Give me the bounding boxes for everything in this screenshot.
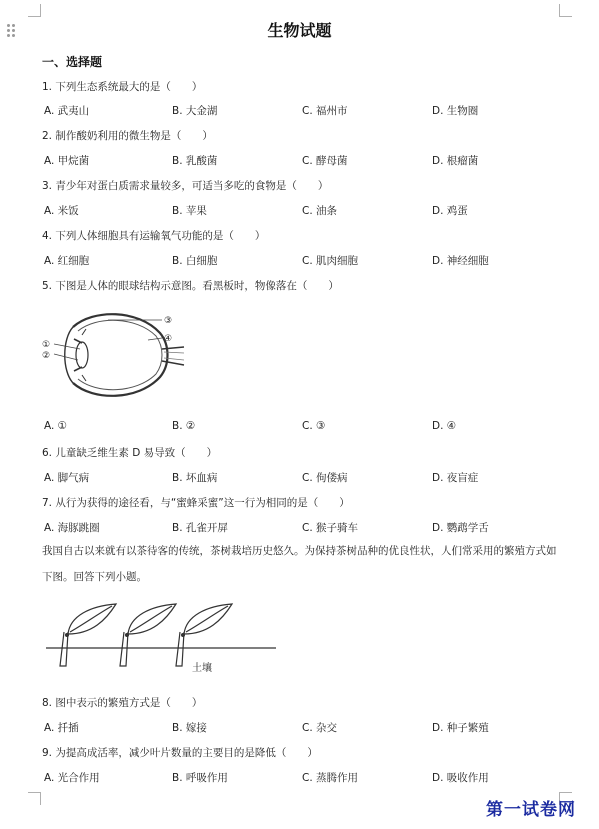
option-c: C. 肌肉细胞 [302, 255, 359, 267]
option-a: A. 武夷山 [44, 105, 90, 117]
site-watermark: 第一试卷网 [486, 800, 576, 820]
option-c: C. 油条 [302, 205, 338, 217]
option-c: C. 猴子骑车 [302, 522, 359, 534]
option-a: A. 甲烷菌 [44, 155, 90, 167]
option-c: C. 蒸腾作用 [302, 772, 359, 784]
option-b: B. 乳酸菌 [172, 155, 218, 167]
option-d: D. 生物圈 [432, 105, 479, 117]
eye-label-2: ② [42, 351, 51, 361]
option-b: B. 苹果 [172, 205, 207, 217]
question-stem: 2. 制作酸奶利用的微生物是（ ） [42, 130, 213, 142]
option-b: B. 孔雀开屏 [172, 522, 228, 534]
option-a: A. 红细胞 [44, 255, 90, 267]
reading-passage: 我国自古以来就有以茶待客的传统，茶树栽培历史悠久。为保持茶树品种的优良性状，人们常采用的繁殖方式如下图。回答下列小题。 [42, 545, 557, 583]
option-a: A. ① [44, 420, 68, 432]
question-stem: 9. 为提高成活率，减少叶片数量的主要目的是降低（ ） [42, 747, 318, 759]
option-d: D. ④ [432, 420, 457, 432]
option-b: B. 嫁接 [172, 722, 207, 734]
question-stem: 7. 从行为获得的途径看，与“蜜蜂采蜜”这一行为相同的是（ ） [42, 497, 350, 509]
option-d: D. 根瘤菌 [432, 155, 479, 167]
option-a: A. 米饭 [44, 205, 79, 217]
eye-structure-diagram [38, 305, 188, 405]
section-heading: 一、选择题 [42, 55, 103, 69]
option-a: A. 海豚跳圈 [44, 522, 100, 534]
question-stem: 4. 下列人体细胞具有运输氧气功能的是（ ） [42, 230, 266, 242]
option-c: C. 福州市 [302, 105, 348, 117]
page-corner-mark [28, 792, 41, 805]
question-stem: 1. 下列生态系统最大的是（ ） [42, 81, 203, 93]
option-c: C. ③ [302, 420, 326, 432]
option-a: A. 光合作用 [44, 772, 100, 784]
option-d: D. 鹦鹉学舌 [432, 522, 489, 534]
eye-label-1: ① [42, 340, 51, 350]
option-b: B. 坏血病 [172, 472, 218, 484]
page-corner-mark [28, 4, 41, 17]
page-title: 生物试题 [267, 21, 332, 40]
question-stem: 3. 青少年对蛋白质需求量较多，可适当多吃的食物是（ ） [42, 180, 329, 192]
option-a: A. 扦插 [44, 722, 79, 734]
question-stem: 6. 儿童缺乏维生素 D 易导致（ ） [42, 447, 218, 459]
option-b: B. 白细胞 [172, 255, 218, 267]
option-c: C. 杂交 [302, 722, 338, 734]
option-c: C. 酵母菌 [302, 155, 348, 167]
question-stem: 5. 下图是人体的眼球结构示意图。看黑板时，物像落在（ ） [42, 280, 339, 292]
option-d: D. 鸡蛋 [432, 205, 468, 217]
soil-label: 土壤 [192, 663, 212, 674]
cutting-propagation-diagram [40, 600, 280, 685]
eye-label-3: ③ [164, 316, 173, 326]
option-a: A. 脚气病 [44, 472, 90, 484]
option-b: B. 呼吸作用 [172, 772, 228, 784]
option-d: D. 种子繁殖 [432, 722, 489, 734]
option-c: C. 佝偻病 [302, 472, 348, 484]
page-corner-mark [559, 4, 572, 17]
option-b: B. 大金湖 [172, 105, 218, 117]
option-d: D. 夜盲症 [432, 472, 479, 484]
option-b: B. ② [172, 420, 196, 432]
eye-label-4: ④ [164, 334, 173, 344]
option-d: D. 神经细胞 [432, 255, 489, 267]
question-stem: 8. 图中表示的繁殖方式是（ ） [42, 697, 203, 709]
option-d: D. 吸收作用 [432, 772, 489, 784]
